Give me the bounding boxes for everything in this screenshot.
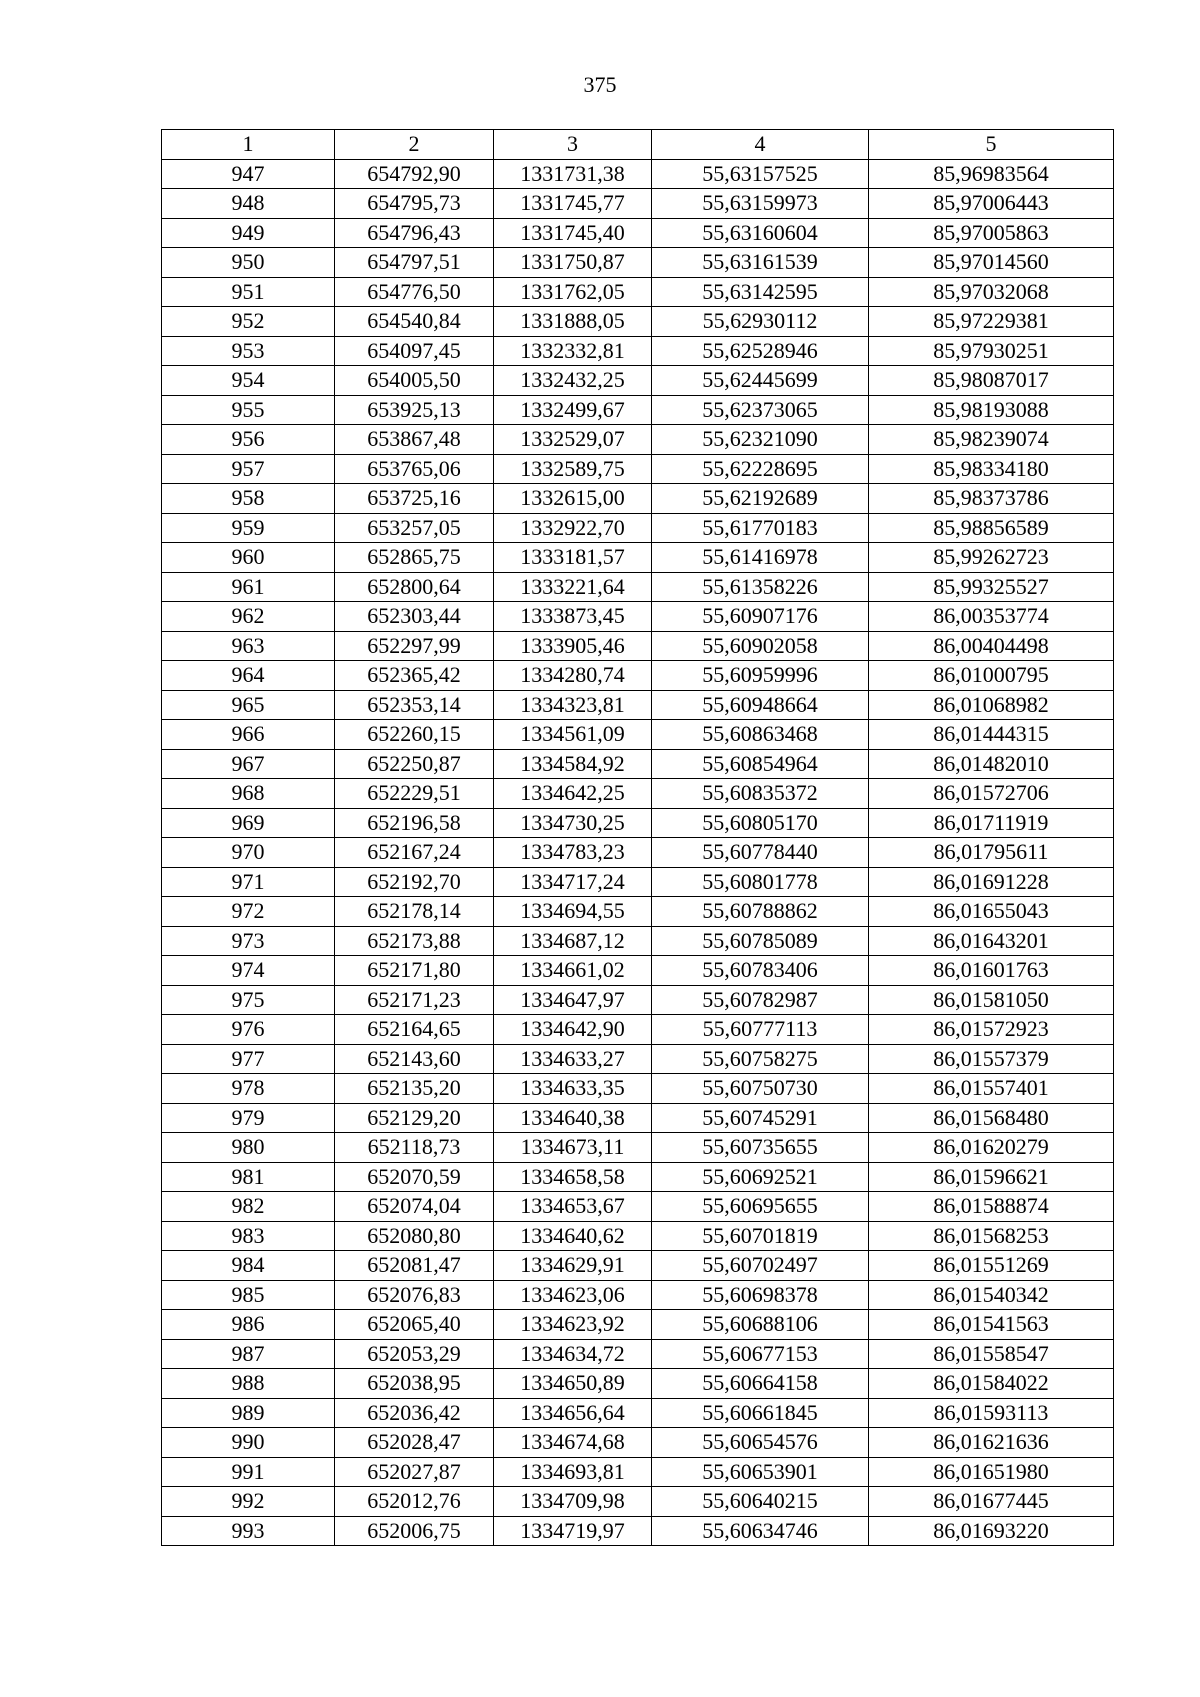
table-row: [162, 425, 1114, 455]
table-cell: 986: [162, 1310, 335, 1340]
table-cell: 86,01068982: [869, 690, 1114, 720]
table-cell: 86,01572706: [869, 779, 1114, 809]
table-cell: 652070,59: [335, 1162, 494, 1192]
table-row: [162, 1280, 1114, 1310]
table-cell: 86,01677445: [869, 1487, 1114, 1517]
table-cell: 1334647,97: [494, 985, 652, 1015]
table-cell: 652365,42: [335, 661, 494, 691]
table-cell: 55,60777113: [652, 1015, 869, 1045]
table-cell: 86,01596621: [869, 1162, 1114, 1192]
table-cell: 654796,43: [335, 218, 494, 248]
table-cell: 85,98193088: [869, 395, 1114, 425]
table-cell: 86,01581050: [869, 985, 1114, 1015]
table-cell: 86,01584022: [869, 1369, 1114, 1399]
table-cell: 55,60863468: [652, 720, 869, 750]
table-cell: 55,60785089: [652, 926, 869, 956]
table-cell: 652250,87: [335, 749, 494, 779]
column-header: 2: [335, 130, 494, 160]
table-cell: 1333905,46: [494, 631, 652, 661]
table-cell: 1334656,64: [494, 1398, 652, 1428]
table-cell: 991: [162, 1457, 335, 1487]
table-cell: 652353,14: [335, 690, 494, 720]
table-cell: 86,01568253: [869, 1221, 1114, 1251]
table-row: [162, 661, 1114, 691]
table-cell: 55,63142595: [652, 277, 869, 307]
table-cell: 1334323,81: [494, 690, 652, 720]
table-cell: 652081,47: [335, 1251, 494, 1281]
table-cell: 85,97006443: [869, 189, 1114, 219]
table-row: [162, 1133, 1114, 1163]
table-cell: 959: [162, 513, 335, 543]
column-header: 5: [869, 130, 1114, 160]
column-header: 3: [494, 130, 652, 160]
table-cell: 55,60735655: [652, 1133, 869, 1163]
table-row: [162, 779, 1114, 809]
table-cell: 86,00404498: [869, 631, 1114, 661]
table-row: [162, 513, 1114, 543]
table-cell: 976: [162, 1015, 335, 1045]
table-row: [162, 277, 1114, 307]
table-cell: 652012,76: [335, 1487, 494, 1517]
table-cell: 55,60788862: [652, 897, 869, 927]
table-cell: 957: [162, 454, 335, 484]
table-cell: 952: [162, 307, 335, 337]
table-cell: 992: [162, 1487, 335, 1517]
table-cell: 86,01482010: [869, 749, 1114, 779]
table-cell: 958: [162, 484, 335, 514]
table-cell: 971: [162, 867, 335, 897]
table-cell: 85,98334180: [869, 454, 1114, 484]
table-cell: 86,01643201: [869, 926, 1114, 956]
table-cell: 652080,80: [335, 1221, 494, 1251]
table-cell: 954: [162, 366, 335, 396]
table-cell: 654795,73: [335, 189, 494, 219]
table-cell: 652038,95: [335, 1369, 494, 1399]
table-cell: 55,60801778: [652, 867, 869, 897]
table-cell: 972: [162, 897, 335, 927]
table-cell: 1333181,57: [494, 543, 652, 573]
table-row: [162, 985, 1114, 1015]
table-cell: 654776,50: [335, 277, 494, 307]
table-row: [162, 631, 1114, 661]
table-cell: 1332432,25: [494, 366, 652, 396]
table-cell: 85,97014560: [869, 248, 1114, 278]
table-cell: 55,60782987: [652, 985, 869, 1015]
table-cell: 654097,45: [335, 336, 494, 366]
table-cell: 652178,14: [335, 897, 494, 927]
table-cell: 55,60783406: [652, 956, 869, 986]
table-cell: 55,60701819: [652, 1221, 869, 1251]
table-cell: 969: [162, 808, 335, 838]
table-cell: 1331762,05: [494, 277, 652, 307]
table-row: [162, 1457, 1114, 1487]
table-cell: 1334693,81: [494, 1457, 652, 1487]
table-row: [162, 926, 1114, 956]
table-cell: 86,01593113: [869, 1398, 1114, 1428]
table-row: [162, 454, 1114, 484]
table-cell: 993: [162, 1516, 335, 1546]
table-cell: 85,98373786: [869, 484, 1114, 514]
table-cell: 55,61770183: [652, 513, 869, 543]
table-row: [162, 218, 1114, 248]
table-cell: 652036,42: [335, 1398, 494, 1428]
table-row: [162, 897, 1114, 927]
table-cell: 652196,58: [335, 808, 494, 838]
table-cell: 970: [162, 838, 335, 868]
table-cell: 1334623,92: [494, 1310, 652, 1340]
table-cell: 962: [162, 602, 335, 632]
table-cell: 1331750,87: [494, 248, 652, 278]
table-cell: 1331745,77: [494, 189, 652, 219]
table-row: [162, 1074, 1114, 1104]
table-cell: 85,97229381: [869, 307, 1114, 337]
table-cell: 652303,44: [335, 602, 494, 632]
table-cell: 1334653,67: [494, 1192, 652, 1222]
table-row: [162, 749, 1114, 779]
table-cell: 652173,88: [335, 926, 494, 956]
table-cell: 55,62192689: [652, 484, 869, 514]
table-cell: 55,60677153: [652, 1339, 869, 1369]
table-cell: 1334640,38: [494, 1103, 652, 1133]
table-cell: 652171,80: [335, 956, 494, 986]
table-cell: 55,63161539: [652, 248, 869, 278]
table-cell: 965: [162, 690, 335, 720]
table-cell: 980: [162, 1133, 335, 1163]
table-cell: 1334634,72: [494, 1339, 652, 1369]
table-cell: 985: [162, 1280, 335, 1310]
table-cell: 55,60661845: [652, 1398, 869, 1428]
table-cell: 950: [162, 248, 335, 278]
table-cell: 953: [162, 336, 335, 366]
table-cell: 652164,65: [335, 1015, 494, 1045]
table-cell: 1334709,98: [494, 1487, 652, 1517]
table-cell: 652006,75: [335, 1516, 494, 1546]
table-cell: 55,60959996: [652, 661, 869, 691]
table-cell: 86,01551269: [869, 1251, 1114, 1281]
table-cell: 1331888,05: [494, 307, 652, 337]
table-cell: 55,61358226: [652, 572, 869, 602]
table-cell: 1334280,74: [494, 661, 652, 691]
table-cell: 85,96983564: [869, 159, 1114, 189]
table-cell: 55,63157525: [652, 159, 869, 189]
table-row: [162, 1221, 1114, 1251]
table-row: [162, 1103, 1114, 1133]
table-cell: 86,01588874: [869, 1192, 1114, 1222]
table-row: [162, 690, 1114, 720]
table-cell: 86,01651980: [869, 1457, 1114, 1487]
table-row: [162, 602, 1114, 632]
table-row: [162, 1369, 1114, 1399]
table-cell: 975: [162, 985, 335, 1015]
table-cell: 652027,87: [335, 1457, 494, 1487]
table-cell: 55,60692521: [652, 1162, 869, 1192]
table-cell: 653765,06: [335, 454, 494, 484]
table-cell: 956: [162, 425, 335, 455]
page-number: 375: [583, 72, 617, 97]
table-cell: 55,60688106: [652, 1310, 869, 1340]
table-cell: 85,98856589: [869, 513, 1114, 543]
table-cell: 1334687,12: [494, 926, 652, 956]
column-header: 1: [162, 130, 335, 160]
table-row: [162, 1044, 1114, 1074]
table-row: [162, 1015, 1114, 1045]
table-cell: 1334633,27: [494, 1044, 652, 1074]
table-cell: 86,00353774: [869, 602, 1114, 632]
table-row: [162, 159, 1114, 189]
table-row: [162, 572, 1114, 602]
table-cell: 654797,51: [335, 248, 494, 278]
table-cell: 963: [162, 631, 335, 661]
table-cell: 652192,70: [335, 867, 494, 897]
table-cell: 978: [162, 1074, 335, 1104]
table-cell: 654005,50: [335, 366, 494, 396]
table-row: [162, 307, 1114, 337]
table-cell: 948: [162, 189, 335, 219]
table-cell: 1332615,00: [494, 484, 652, 514]
table-cell: 86,01541563: [869, 1310, 1114, 1340]
table-cell: 85,99325527: [869, 572, 1114, 602]
table-row: [162, 1251, 1114, 1281]
column-header: 4: [652, 130, 869, 160]
table-cell: 652065,40: [335, 1310, 494, 1340]
table-cell: 55,60640215: [652, 1487, 869, 1517]
table-cell: 652118,73: [335, 1133, 494, 1163]
table-cell: 86,01557401: [869, 1074, 1114, 1104]
table-cell: 55,63160604: [652, 218, 869, 248]
table-cell: 982: [162, 1192, 335, 1222]
table-cell: 55,60750730: [652, 1074, 869, 1104]
table-cell: 652129,20: [335, 1103, 494, 1133]
table-cell: 86,01558547: [869, 1339, 1114, 1369]
table-cell: 947: [162, 159, 335, 189]
table-cell: 55,63159973: [652, 189, 869, 219]
table-cell: 653925,13: [335, 395, 494, 425]
coordinates-table: [161, 129, 1114, 1546]
table-cell: 1334642,90: [494, 1015, 652, 1045]
table-row: [162, 956, 1114, 986]
table-cell: 652297,99: [335, 631, 494, 661]
table-cell: 55,62445699: [652, 366, 869, 396]
table-row: [162, 867, 1114, 897]
table-cell: 55,60664158: [652, 1369, 869, 1399]
table-cell: 654540,84: [335, 307, 494, 337]
table-cell: 974: [162, 956, 335, 986]
table-cell: 951: [162, 277, 335, 307]
table-cell: 55,60745291: [652, 1103, 869, 1133]
table-cell: 55,60778440: [652, 838, 869, 868]
table-cell: 1334674,68: [494, 1428, 652, 1458]
table-cell: 653725,16: [335, 484, 494, 514]
table-cell: 85,97032068: [869, 277, 1114, 307]
table-row: [162, 336, 1114, 366]
table-cell: 1334623,06: [494, 1280, 652, 1310]
table-cell: 984: [162, 1251, 335, 1281]
table-cell: 654792,90: [335, 159, 494, 189]
table-cell: 1334783,23: [494, 838, 652, 868]
table-cell: 55,62930112: [652, 307, 869, 337]
table-cell: 652229,51: [335, 779, 494, 809]
table-cell: 652865,75: [335, 543, 494, 573]
table-cell: 652800,64: [335, 572, 494, 602]
table-cell: 966: [162, 720, 335, 750]
table-row: [162, 1487, 1114, 1517]
table-row: [162, 808, 1114, 838]
table-cell: 85,98087017: [869, 366, 1114, 396]
table-cell: 988: [162, 1369, 335, 1399]
table-cell: 653867,48: [335, 425, 494, 455]
table-cell: 86,01620279: [869, 1133, 1114, 1163]
table-cell: 55,60854964: [652, 749, 869, 779]
table-cell: 987: [162, 1339, 335, 1369]
table-row: [162, 720, 1114, 750]
table-cell: 990: [162, 1428, 335, 1458]
table-cell: 1334584,92: [494, 749, 652, 779]
table-cell: 964: [162, 661, 335, 691]
table-row: [162, 366, 1114, 396]
table-cell: 979: [162, 1103, 335, 1133]
table-cell: 977: [162, 1044, 335, 1074]
table-row: [162, 1310, 1114, 1340]
table-cell: 653257,05: [335, 513, 494, 543]
table-cell: 967: [162, 749, 335, 779]
table-cell: 1334658,58: [494, 1162, 652, 1192]
table-row: [162, 1192, 1114, 1222]
table-cell: 55,60805170: [652, 808, 869, 838]
table-cell: 1334650,89: [494, 1369, 652, 1399]
table-cell: 1334642,25: [494, 779, 652, 809]
table-row: [162, 248, 1114, 278]
table-cell: 1332922,70: [494, 513, 652, 543]
table-cell: 961: [162, 572, 335, 602]
table-cell: 1332332,81: [494, 336, 652, 366]
table-cell: 85,99262723: [869, 543, 1114, 573]
table-header-row: [162, 130, 1114, 160]
table-cell: 983: [162, 1221, 335, 1251]
table-cell: 55,60634746: [652, 1516, 869, 1546]
table-cell: 1334673,11: [494, 1133, 652, 1163]
table-cell: 652143,60: [335, 1044, 494, 1074]
table-cell: 86,01795611: [869, 838, 1114, 868]
table-cell: 55,60758275: [652, 1044, 869, 1074]
table-body: [162, 130, 1114, 1546]
table-cell: 1334640,62: [494, 1221, 652, 1251]
table-cell: 86,01000795: [869, 661, 1114, 691]
table-cell: 55,60835372: [652, 779, 869, 809]
table-cell: 1332589,75: [494, 454, 652, 484]
table-cell: 1331745,40: [494, 218, 652, 248]
table-cell: 86,01655043: [869, 897, 1114, 927]
table-cell: 86,01621636: [869, 1428, 1114, 1458]
table-row: [162, 395, 1114, 425]
table-cell: 968: [162, 779, 335, 809]
table-cell: 86,01568480: [869, 1103, 1114, 1133]
table-cell: 55,60948664: [652, 690, 869, 720]
table-row: [162, 1398, 1114, 1428]
table-cell: 85,97005863: [869, 218, 1114, 248]
table-cell: 55,60653901: [652, 1457, 869, 1487]
table-cell: 86,01540342: [869, 1280, 1114, 1310]
table-cell: 1331731,38: [494, 159, 652, 189]
table-cell: 652076,83: [335, 1280, 494, 1310]
table-cell: 85,97930251: [869, 336, 1114, 366]
table-cell: 652171,23: [335, 985, 494, 1015]
table-cell: 86,01444315: [869, 720, 1114, 750]
table-cell: 1334694,55: [494, 897, 652, 927]
table-cell: 1334633,35: [494, 1074, 652, 1104]
table-cell: 55,62528946: [652, 336, 869, 366]
table-cell: 1334717,24: [494, 867, 652, 897]
table-cell: 652074,04: [335, 1192, 494, 1222]
table-cell: 1332499,67: [494, 395, 652, 425]
table-cell: 652135,20: [335, 1074, 494, 1104]
table-cell: 86,01691228: [869, 867, 1114, 897]
table-cell: 55,62373065: [652, 395, 869, 425]
table-cell: 1334719,97: [494, 1516, 652, 1546]
table-cell: 652167,24: [335, 838, 494, 868]
table-cell: 1334661,02: [494, 956, 652, 986]
table-cell: 652028,47: [335, 1428, 494, 1458]
table-row: [162, 1162, 1114, 1192]
table-cell: 86,01572923: [869, 1015, 1114, 1045]
table-cell: 1334629,91: [494, 1251, 652, 1281]
table-cell: 55,61416978: [652, 543, 869, 573]
table-cell: 55,60907176: [652, 602, 869, 632]
table-cell: 55,62321090: [652, 425, 869, 455]
table-cell: 55,60698378: [652, 1280, 869, 1310]
table-cell: 86,01557379: [869, 1044, 1114, 1074]
table-cell: 1334561,09: [494, 720, 652, 750]
table-row: [162, 1516, 1114, 1546]
table-cell: 981: [162, 1162, 335, 1192]
table-cell: 989: [162, 1398, 335, 1428]
table-row: [162, 543, 1114, 573]
table-cell: 55,62228695: [652, 454, 869, 484]
table-cell: 55,60702497: [652, 1251, 869, 1281]
table-row: [162, 484, 1114, 514]
table-cell: 949: [162, 218, 335, 248]
table-cell: 85,98239074: [869, 425, 1114, 455]
table-cell: 652053,29: [335, 1339, 494, 1369]
table-cell: 1332529,07: [494, 425, 652, 455]
table-cell: 973: [162, 926, 335, 956]
table-cell: 55,60902058: [652, 631, 869, 661]
table-cell: 652260,15: [335, 720, 494, 750]
table-cell: 55,60695655: [652, 1192, 869, 1222]
table-cell: 86,01693220: [869, 1516, 1114, 1546]
table-cell: 55,60654576: [652, 1428, 869, 1458]
table-cell: 955: [162, 395, 335, 425]
table-cell: 86,01601763: [869, 956, 1114, 986]
table-cell: 1334730,25: [494, 808, 652, 838]
table-row: [162, 1428, 1114, 1458]
table-row: [162, 189, 1114, 219]
table-cell: 960: [162, 543, 335, 573]
table-cell: 1333873,45: [494, 602, 652, 632]
table-cell: 1333221,64: [494, 572, 652, 602]
table-row: [162, 1339, 1114, 1369]
table-cell: 86,01711919: [869, 808, 1114, 838]
table-row: [162, 838, 1114, 868]
